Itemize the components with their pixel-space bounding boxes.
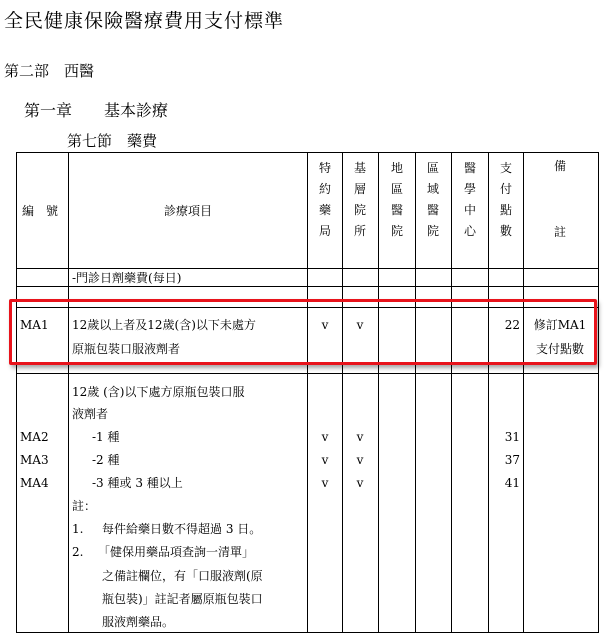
ma4-clinic-check: v <box>356 476 364 490</box>
header-regional-hospital: 區域醫院 <box>426 161 439 238</box>
header-local-hospital: 地區醫院 <box>390 161 403 238</box>
ma1-highlight-box <box>9 299 597 365</box>
chapter-title: 第一章 基本診療 <box>24 101 169 120</box>
header-remarks-bottom: 註 <box>553 225 567 239</box>
ma1-item-line1: 12歲以上者及12歲(含)以下未處方 <box>72 318 256 332</box>
header-item: 診療項目 <box>163 204 213 218</box>
note-1-number: 1. <box>72 522 84 536</box>
ma1-remark-line2: 支付點數 <box>535 342 585 356</box>
group-desc-line2: 液劑者 <box>72 407 109 421</box>
section-title: 第七節 藥費 <box>67 132 158 150</box>
header-special-pharmacy: 特約藥局 <box>318 161 331 238</box>
note-2-number: 2. <box>72 545 84 559</box>
ma4-pharmacy-check: v <box>321 476 329 490</box>
header-primary-clinic: 基層院所 <box>353 161 366 238</box>
header-points: 支付點數 <box>499 161 512 238</box>
ma1-clinic-check: v <box>356 318 364 332</box>
note-2-line1: 「健保用藥品項查詢一清單」 <box>98 545 255 559</box>
ma2-points: 31 <box>504 430 520 444</box>
ma2-item: -1 種 <box>92 430 120 444</box>
note-2-line2: 之備註欄位，有「口服液劑(原 <box>102 569 263 583</box>
ma4-code: MA4 <box>20 476 49 490</box>
note-2-line4: 服液劑藥品。 <box>102 615 175 629</box>
ma1-points: 22 <box>504 318 520 332</box>
header-remarks-top: 備 <box>553 159 567 173</box>
ma3-clinic-check: v <box>356 453 364 467</box>
ma2-pharmacy-check: v <box>321 430 329 444</box>
header-code: 編 號 <box>22 204 59 218</box>
ma3-points: 37 <box>504 453 520 467</box>
part-title: 第二部 西醫 <box>4 62 95 80</box>
ma2-clinic-check: v <box>356 430 364 444</box>
ma4-item: -3 種或 3 種以上 <box>92 476 183 490</box>
ma1-pharmacy-check: v <box>321 318 329 332</box>
ma3-code: MA3 <box>20 453 49 467</box>
ma3-item: -2 種 <box>92 453 120 467</box>
note-1-line1: 每件給藥日數不得超過 3 日。 <box>102 522 262 536</box>
ma2-code: MA2 <box>20 430 49 444</box>
ma1-item-line2: 原瓶包裝口服液劑者 <box>72 342 181 356</box>
note-label: 註： <box>72 499 97 513</box>
ma3-pharmacy-check: v <box>321 453 329 467</box>
ma1-remark-line1: 修訂MA1 <box>533 318 587 332</box>
note-2-line3: 瓶包裝)」註記者屬原瓶包裝口 <box>102 592 263 606</box>
header-medical-center: 醫學中心 <box>463 161 476 238</box>
ma1-code: MA1 <box>20 318 49 332</box>
ma4-points: 41 <box>504 476 520 490</box>
document-title: 全民健康保險醫療費用支付標準 <box>4 10 285 32</box>
category-label: -門診日劑藥費(每日) <box>72 271 182 285</box>
group-desc-line1: 12歲 (含)以下處方原瓶包裝口服 <box>72 385 245 399</box>
